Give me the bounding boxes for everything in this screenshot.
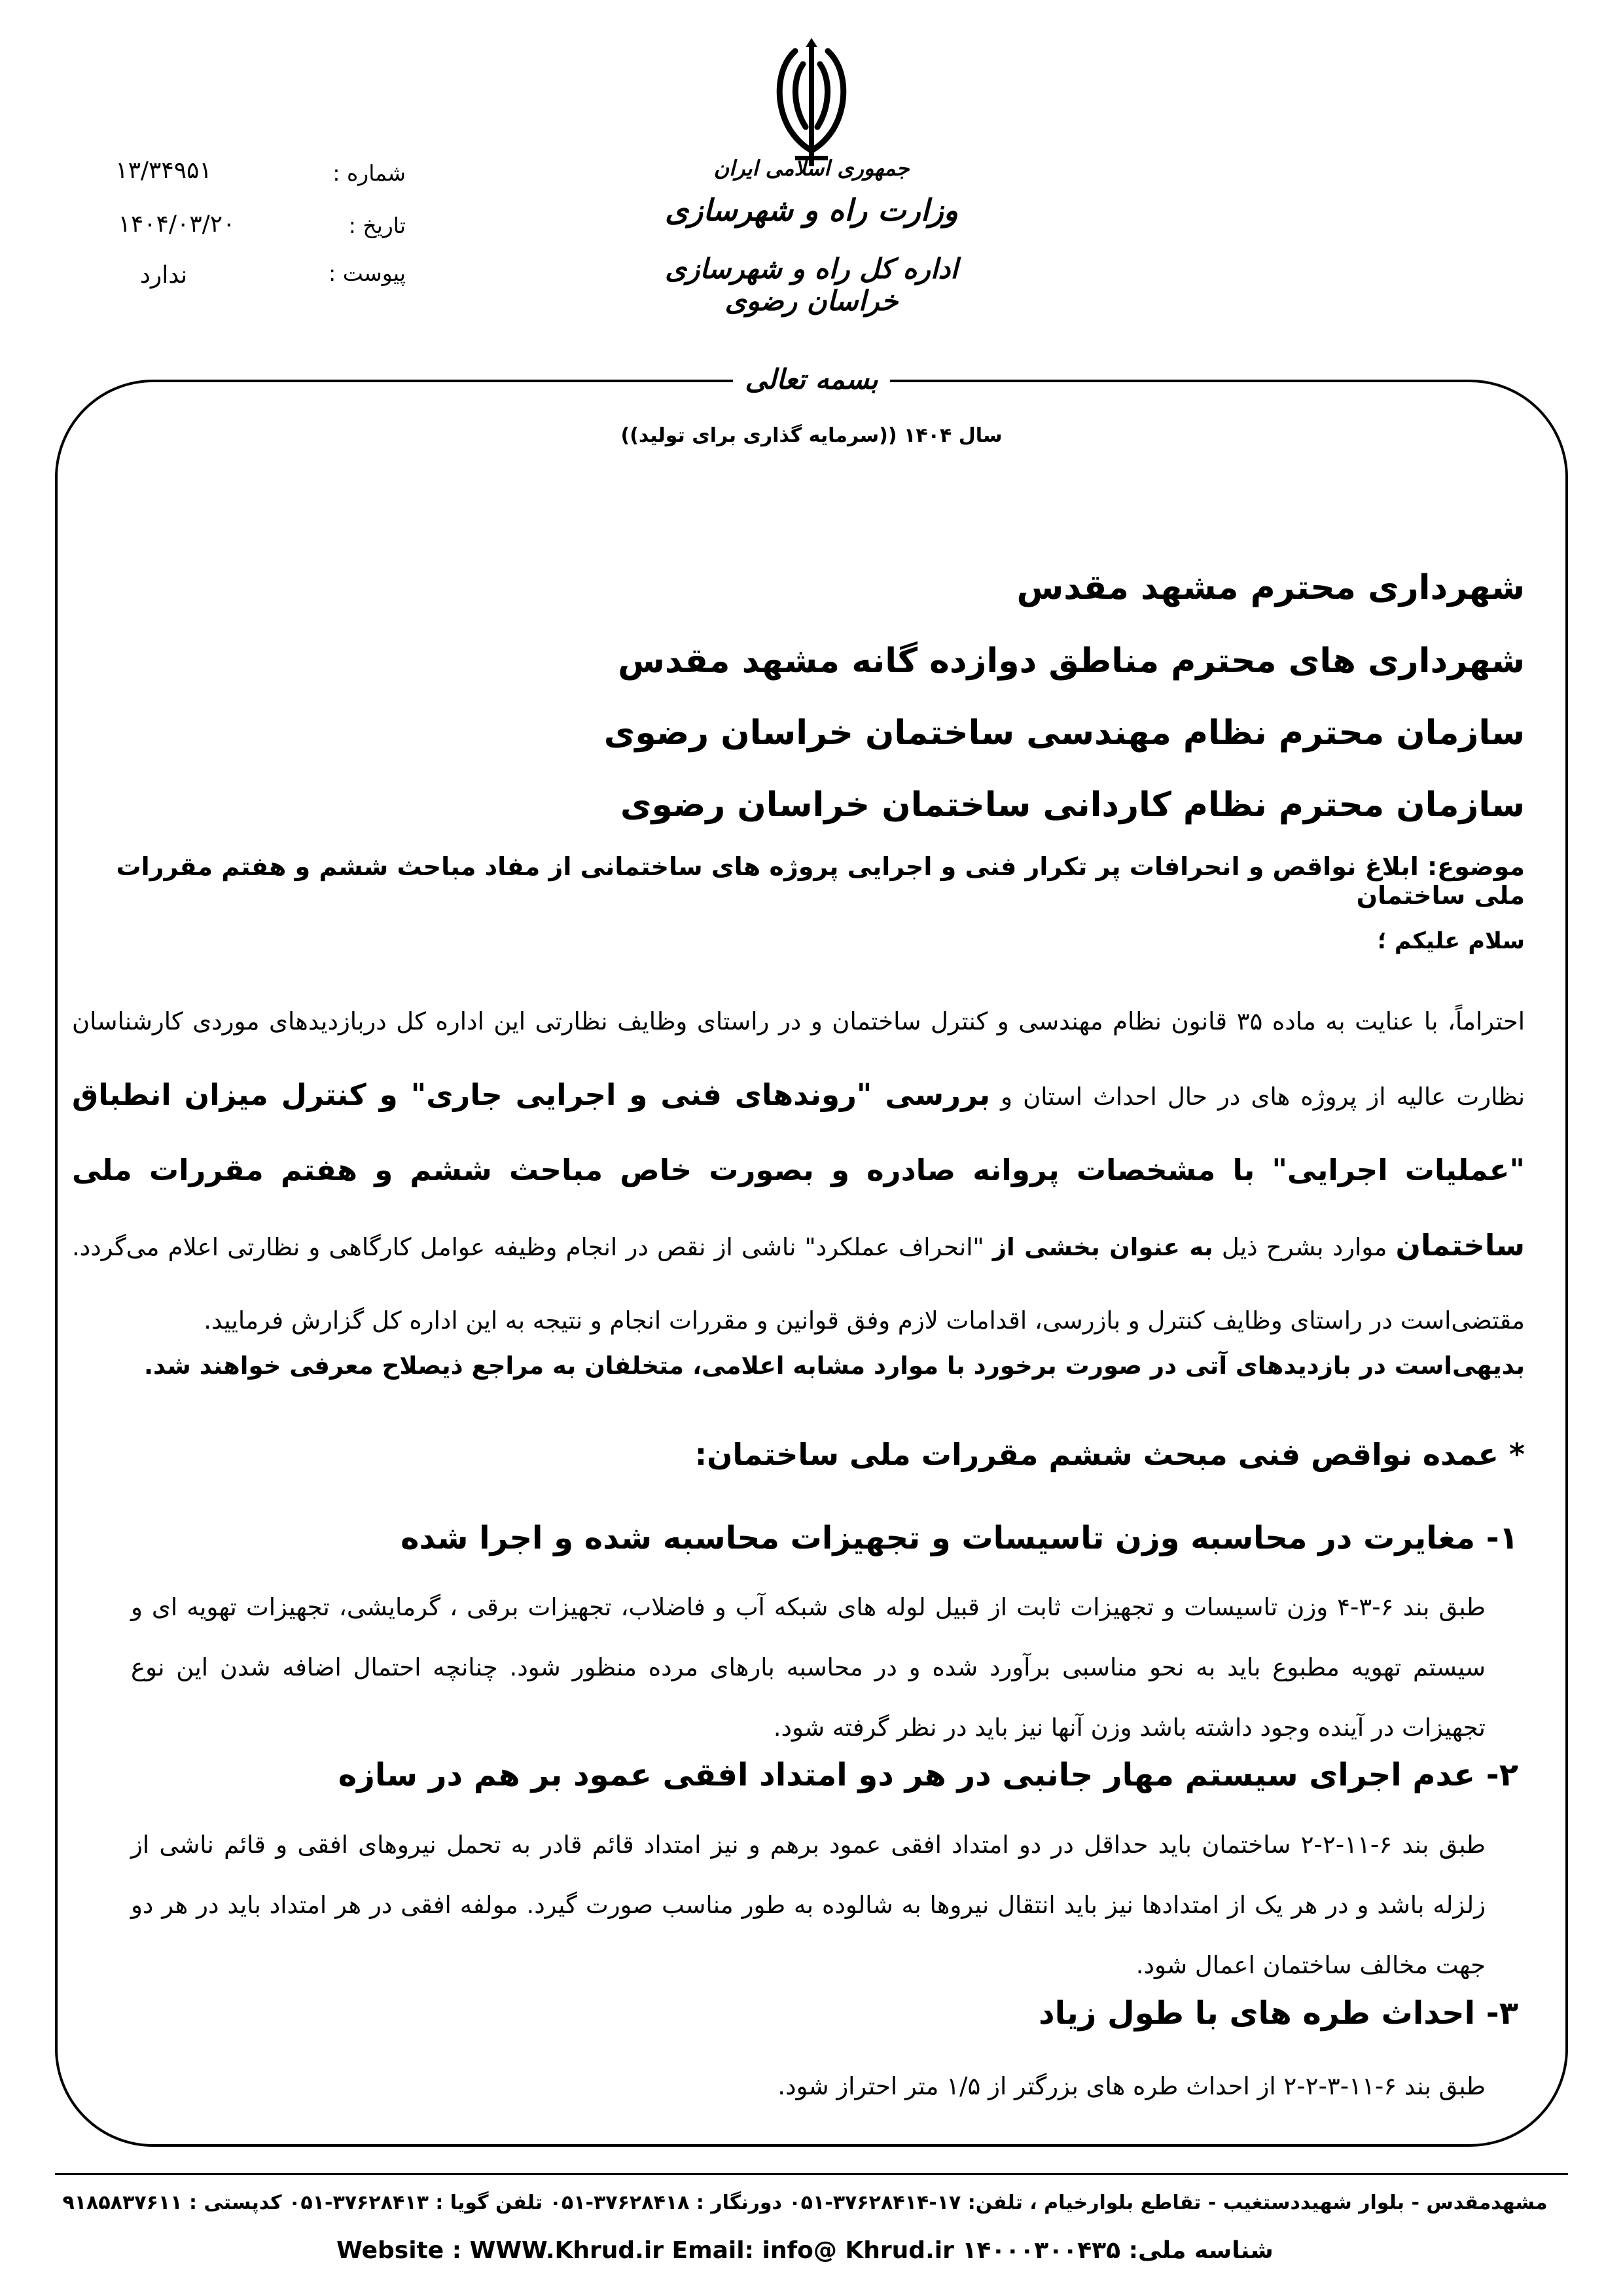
letterhead-line-department: اداره کل راه و شهرسازی خراسان رضوی — [665, 253, 958, 317]
footer-divider — [55, 2173, 1568, 2175]
footer-contact: شناسه ملی: ۱۴۰۰۰۳۰۰۴۳۵ Website : WWW.Khrud.ir Email: info@ Khrud.ir — [336, 2237, 1274, 2264]
item-1-text: طبق بند ۶-۳-۴ وزن تاسیسات و تجهیزات ثابت از قبیل لوله های شبکه آب و فاضلاب، تجهیزات برقی ، گرمایشی، تجهیزات تهویه ای و سیستم تهویه مطبوع باید به نحو مناسبی برآورد شده و در محاسبه بارهای مرده منظور شود. چنانچه احتمال اضافه شدن این نوع تجهیزات در آینده وجود داشته باشد وزن آنها نیز باید در نظر گرفته شود. — [131, 1593, 1486, 1742]
intro-text-3: "انحراف عملکرد" ناشی از نقص در انجام وظیفه عوامل کارگاهی و نظارتی اعلام می‌گردد. مقتضی‌است در راستای وظایف کنترل و بازرسی، اقدامات لازم وفق قوانین و مقررات انجام و نتیجه به این اداره کل گزارش فرمایید. — [72, 1233, 1525, 1335]
section-title: * عمده نواقص فنی مبحث ششم مقررات ملی ساختمان: — [694, 1437, 1525, 1472]
item-3-title: ۳- احداث طره های با طول زیاد — [1039, 1995, 1518, 2032]
item-1-title: ۱- مغایرت در محاسبه وزن تاسیسات و تجهیزات محاسبه شده و اجرا شده — [401, 1520, 1518, 1556]
addressee-2: شهرداری های محترم مناطق دوازده گانه مشهد مقدس — [618, 641, 1525, 681]
date-value: ۱۴۰۴/۰۳/۲۰ — [118, 211, 236, 238]
intro-text-1: احتراماً، با عنایت به ماده ۳۵ قانون نظام مهندسی و کنترل ساختمان و در راستای وظایف نظارتی این اداره کل دربازدیدهای موردی کارشناسان نظارت عالیه از پروژه های در حال احداث استان و — [72, 1007, 1525, 1111]
subject-line: موضوع: ابلاغ نواقص و انحرافات پر تکرار فنی و اجرایی پروژه های ساختمانی از مفاد مباحث ششم و هفتم مقررات ملی ساختمان — [116, 852, 1525, 910]
intro-text-2: موارد بشرح ذیل — [1213, 1233, 1396, 1261]
number-label: شماره : — [332, 160, 406, 186]
attachment-value: ندارد — [139, 262, 188, 289]
number-value: ۱۳/۳۴۹۵۱ — [115, 157, 212, 184]
addressee-3: سازمان محترم نظام مهندسی ساختمان خراسان رضوی — [603, 713, 1525, 753]
bismillah: بسمه تعالی — [745, 363, 878, 395]
warning-paragraph: بدیهی‌است در بازدیدهای آتی در صورت برخورد با موارد مشابه اعلامی، متخلفان به مراجع ذیصلاح معرفی خواهند شد. — [143, 1352, 1525, 1380]
intro-bold-2: به عنوان بخشی از — [992, 1233, 1213, 1261]
item-2-text: طبق بند ۶-۱۱-۲-۲ ساختمان باید حداقل در دو امتداد افقی عمود برهم و نیز امتداد قائم قادر به تحمل نیروهای افقی و قائم ناشی از زلزله باشد و در هر یک از امتدادها نیز باید انتقال نیروها به شالوده به طور مناسب صورت گیرد. مولفه افقی در هر امتداد باید در هر دو جهت مخالف ساختمان اعمال شود. — [131, 1831, 1486, 1979]
item-2-title: ۲- عدم اجرای سیستم مهار جانبی در هر دو امتداد افقی عمود بر هم در سازه — [338, 1757, 1518, 1793]
salutation: سلام علیکم ؛ — [1377, 928, 1525, 954]
emblem-icon — [769, 38, 854, 175]
year-motto: سال ۱۴۰۴ ((سرمایه گذاری برای تولید)) — [620, 424, 1003, 447]
letterhead-line-country: جمهوری اسلامی ایران — [713, 156, 910, 181]
footer-address: مشهدمقدس - بلوار شهیددستغیب - تقاطع بلوارخیام ، تلفن: ۱۷-۳۷۶۲۸۴۱۴-۰۵۱ دورنگار : ۳۷۶۲۸۴۱۸-۰۵۱ تلفن گویا : ۳۷۶۲۸۴۱۳-۰۵۱ کدپستی : ۹۱۸۵۸۳۷۶۱۱ — [62, 2191, 1548, 2214]
attachment-label: پیوست : — [329, 260, 406, 286]
intro-bold-1: بررسی "روندهای فنی و اجرایی جاری" و کنترل میزان انطباق "عملیات اجرایی" با مشخصات پروانه صادره و بصورت خاص مباحث ششم و هفتم مقررات ملی ساختمان — [72, 1077, 1525, 1263]
addressee-4: سازمان محترم نظام کاردانی ساختمان خراسان رضوی — [620, 785, 1525, 825]
item-3-text: طبق بند ۶-۱۱-۳-۲-۲ از احداث طره های بزرگتر از ۱/۵ متر احتراز شود. — [777, 2072, 1486, 2100]
addressee-1: شهرداری محترم مشهد مقدس — [1016, 568, 1525, 607]
letterhead-line-ministry: وزارت راه و شهرسازی — [665, 192, 958, 228]
intro-paragraph — [72, 985, 1525, 1357]
date-label: تاریخ : — [348, 213, 406, 238]
